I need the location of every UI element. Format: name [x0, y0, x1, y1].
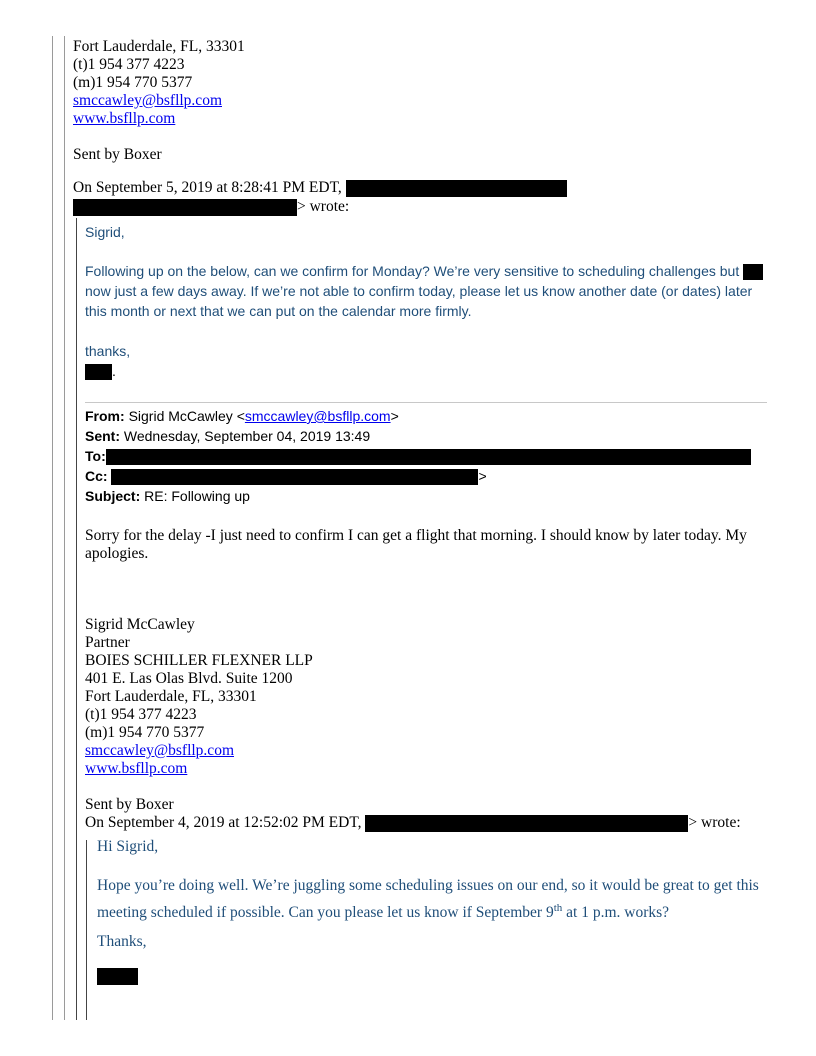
from-line: From: Sigrid McCawley <smccawley@bsfllp.com>	[85, 408, 399, 424]
redaction	[106, 449, 751, 465]
redaction	[743, 264, 763, 280]
sent-by-boxer: Sent by Boxer	[85, 796, 174, 813]
signature-firm: BOIES SCHILLER FLEXNER LLP	[85, 652, 313, 669]
signature-phone-mobile: (m)1 954 770 5377	[85, 724, 205, 741]
message-body: Sorry for the delay -I just need to confirm I can get a flight that morning. I should know by later today. My apologies.	[85, 527, 747, 562]
quote-bar-level3	[86, 840, 87, 1020]
quote-bar-outer	[52, 36, 53, 1020]
signature-address-city: Fort Lauderdale, FL, 33301	[85, 688, 257, 705]
redaction	[97, 968, 138, 985]
signature-email-link[interactable]: smccawley@bsfllp.com	[85, 742, 234, 759]
signature-title: Partner	[85, 634, 130, 651]
reply2-greeting: Hi Sigrid,	[97, 838, 159, 855]
reply1-attribution	[73, 179, 773, 197]
reply1-body: Following up on the below, can we confirm for Monday? We’re very sensitive to scheduling challenges but now just a few days away. If we’re not able to confirm today, please let us know another date (or dates) later this month or next that we can put on the calendar more firmly.	[85, 261, 765, 321]
reply1-attribution-line2	[73, 198, 349, 216]
reply1-closing: thanks,	[85, 343, 131, 359]
signature-address: Fort Lauderdale, FL, 33301	[73, 38, 245, 55]
cc-line: Cc: >	[85, 468, 487, 484]
redaction	[365, 815, 688, 832]
redaction	[111, 469, 478, 485]
signature-name: Sigrid McCawley	[85, 616, 195, 633]
signature-block	[85, 616, 313, 778]
header-separator	[85, 402, 767, 403]
redaction	[85, 364, 112, 380]
signature-website-link[interactable]: www.bsfllp.com	[73, 110, 176, 127]
reply2-attribution: On September 4, 2019 at 12:52:02 PM EDT, > wrote:	[85, 814, 741, 831]
signature-phone-office: (t)1 954 377 4223	[85, 706, 197, 723]
quote-bar-level1	[64, 36, 65, 1020]
signature-email-link[interactable]: smccawley@bsfllp.com	[73, 92, 222, 109]
top-signature	[73, 38, 245, 128]
signature-address-street: 401 E. Las Olas Blvd. Suite 1200	[85, 670, 293, 687]
to-line: To:	[85, 446, 751, 466]
signature-phone-office: (t)1 954 377 4223	[73, 56, 185, 73]
reply1-signoff: .	[85, 361, 116, 381]
reply2-closing: Thanks,	[97, 933, 147, 950]
from-email-link[interactable]: smccawley@bsfllp.com	[244, 408, 391, 424]
reply1-wrote: > wrote:	[297, 198, 350, 215]
redaction	[346, 180, 567, 197]
sent-line: Sent: Wednesday, September 04, 2019 13:49	[85, 428, 371, 444]
signature-phone-mobile: (m)1 954 770 5377	[73, 74, 193, 91]
quote-bar-level2	[76, 218, 77, 1020]
reply1-greeting: Sigrid,	[85, 224, 125, 240]
reply1-attribution-text: On September 5, 2019 at 8:28:41 PM EDT,	[73, 179, 342, 196]
subject-line: Subject: RE: Following up	[85, 488, 250, 504]
redaction	[73, 199, 297, 216]
signature-website-link[interactable]: www.bsfllp.com	[85, 760, 188, 777]
reply2-signoff	[97, 967, 138, 985]
sent-by-boxer-top: Sent by Boxer	[73, 146, 162, 163]
reply2-body: Hope you’re doing well. We’re juggling some scheduling issues on our end, so it would be great to get this meeting scheduled if possible. Can you please let us know if September 9th at 1 p.m. works?	[97, 877, 759, 922]
